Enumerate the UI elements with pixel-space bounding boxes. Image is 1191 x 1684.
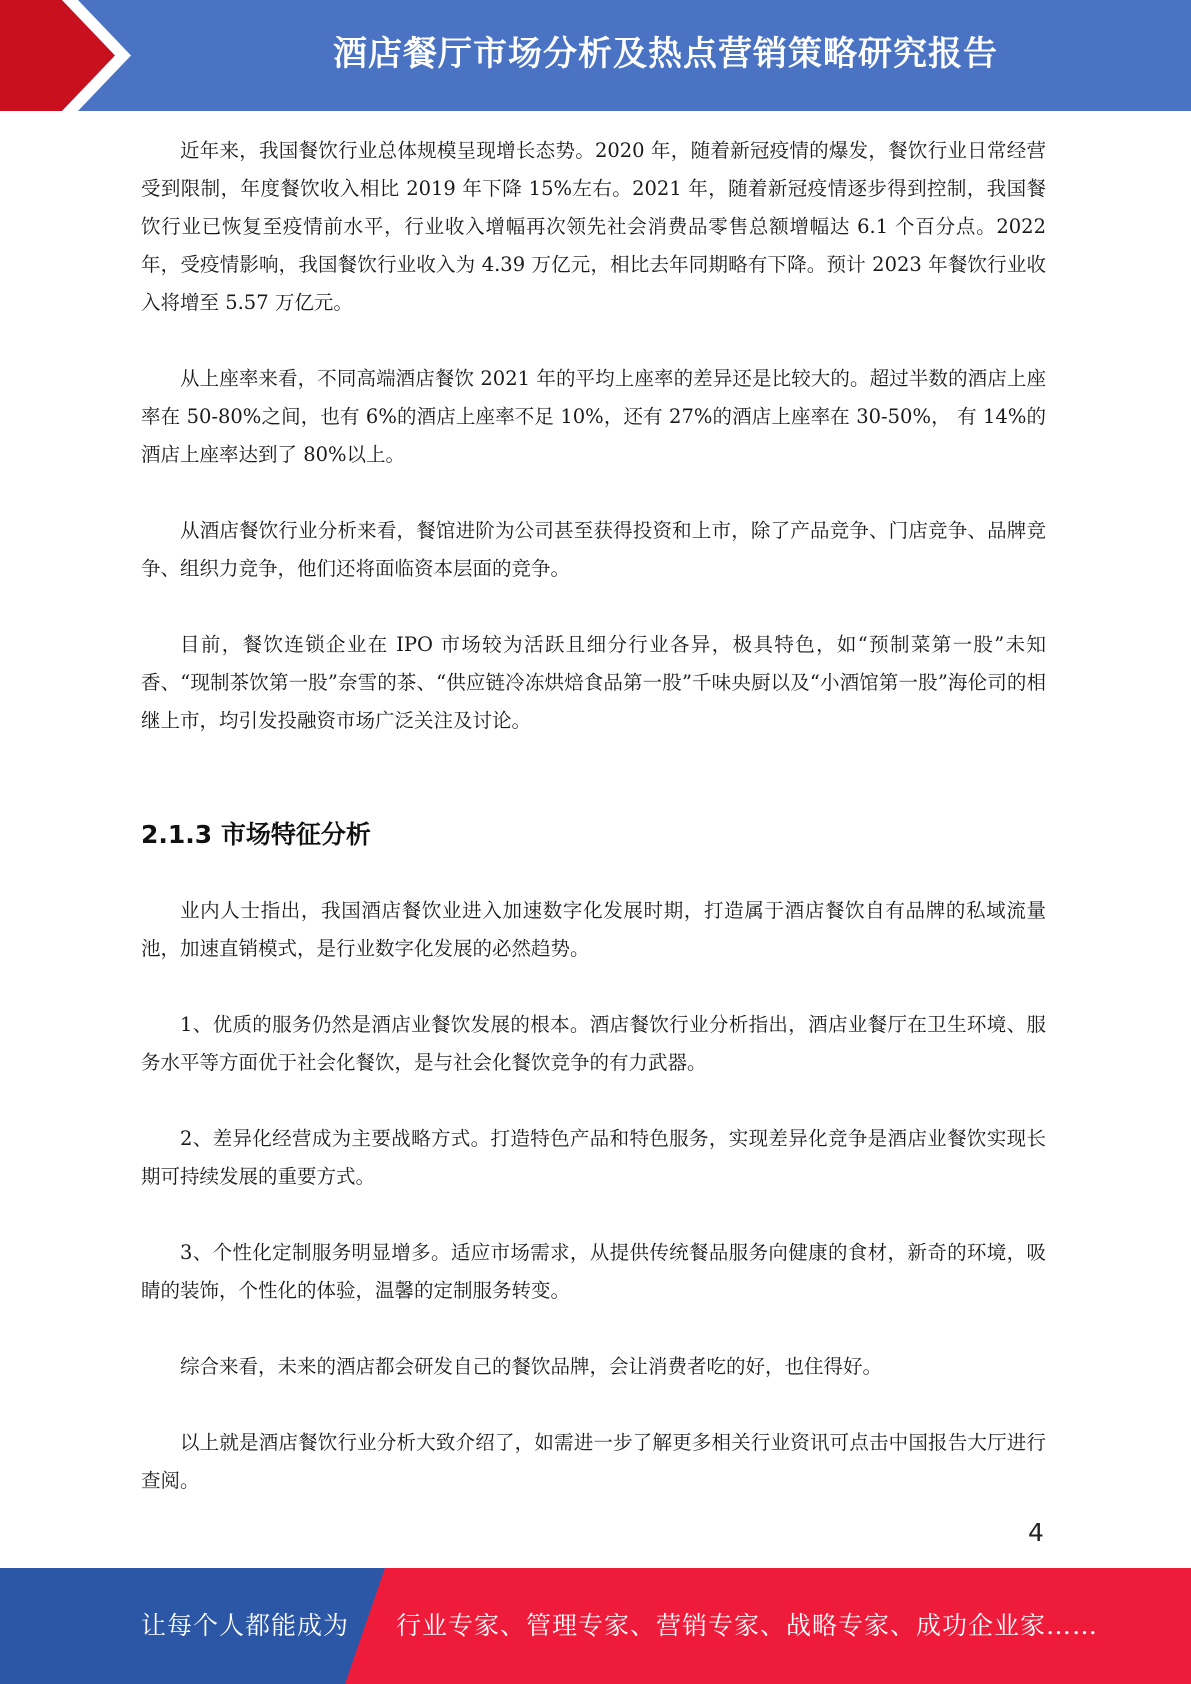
paragraph-ipo-market: 目前，餐饮连锁企业在 IPO 市场较为活跃且细分行业各异，极具特色，如“预制菜第一股”未知香、“现制茶饮第一股”奈雪的茶、“供应链冷冻烘焙食品第一股”千味央厨以及“小酒馆第一股”海伦司的相继上市，均引发投融资市场广泛关注及讨论。	[141, 633, 1046, 732]
footer-banner	[0, 1568, 1191, 1684]
paragraph-point-service-quality: 1、优质的服务仍然是酒店业餐饮发展的根本。酒店餐饮行业分析指出，酒店业餐厅在卫生环境、服务水平等方面优于社会化餐饮，是与社会化餐饮竞争的有力武器。	[141, 1013, 1046, 1074]
paragraph-industry-scale: 近年来，我国餐饮行业总体规模呈现增长态势。2020 年，随着新冠疫情的爆发，餐饮行业日常经营受到限制，年度餐饮收入相比 2019 年下降 15%左右。2021 年，随着新冠疫情逐步得到控制，我国餐饮行业已恢复至疫情前水平，行业收入增幅再次领先社会消费品零售总额增幅达 6.1 个百分点。2022 年，受疫情影响，我国餐饮行业收入为 4.39 万亿元，相比去年同期略有下降。预计 2023 年餐饮行业收入将增至 5.57 万亿元。	[141, 139, 1046, 314]
page-content	[141, 132, 1046, 1500]
section-heading: 2.1.3 市场特征分析	[141, 820, 371, 849]
footer-slogan-right: 行业专家、管理专家、营销专家、战略专家、成功企业家……	[396, 1611, 1099, 1640]
paragraph-closing: 以上就是酒店餐饮行业分析大致介绍了，如需进一步了解更多相关行业资讯可点击中国报告大厅进行查阅。	[141, 1431, 1046, 1492]
red-arrow-decoration	[0, 0, 160, 111]
paragraph-competition: 从酒店餐饮行业分析来看，餐馆进阶为公司甚至获得投资和上市，除了产品竞争、门店竞争、品牌竞争、组织力竞争，他们还将面临资本层面的竞争。	[141, 519, 1046, 580]
footer-slogan-left: 让每个人都能成为	[141, 1611, 350, 1640]
paragraph-occupancy-rate: 从上座率来看，不同高端酒店餐饮 2021 年的平均上座率的差异还是比较大的。超过半数的酒店上座率在 50-80%之间，也有 6%的酒店上座率不足 10%，还有 27%的酒店上座率在 30-50%， 有 14%的酒店上座率达到了 80%以上。	[141, 367, 1046, 466]
report-title: 酒店餐厅市场分析及热点营销策略研究报告	[333, 34, 998, 74]
paragraph-point-personalization: 3、个性化定制服务明显增多。适应市场需求，从提供传统餐品服务向健康的食材，新奇的环境，吸睛的装饰，个性化的体验，温馨的定制服务转变。	[141, 1241, 1046, 1302]
paragraph-point-differentiation: 2、差异化经营成为主要战略方式。打造特色产品和特色服务，实现差异化竞争是酒店业餐饮实现长期可持续发展的重要方式。	[141, 1127, 1046, 1188]
page-number: 4	[1028, 1518, 1044, 1547]
header-banner	[0, 0, 1191, 111]
paragraph-summary: 综合来看，未来的酒店都会研发自己的餐饮品牌，会让消费者吃的好，也住得好。	[180, 1355, 883, 1378]
paragraph-digitalization: 业内人士指出，我国酒店餐饮业进入加速数字化发展时期，打造属于酒店餐饮自有品牌的私域流量池，加速直销模式，是行业数字化发展的必然趋势。	[141, 899, 1046, 960]
